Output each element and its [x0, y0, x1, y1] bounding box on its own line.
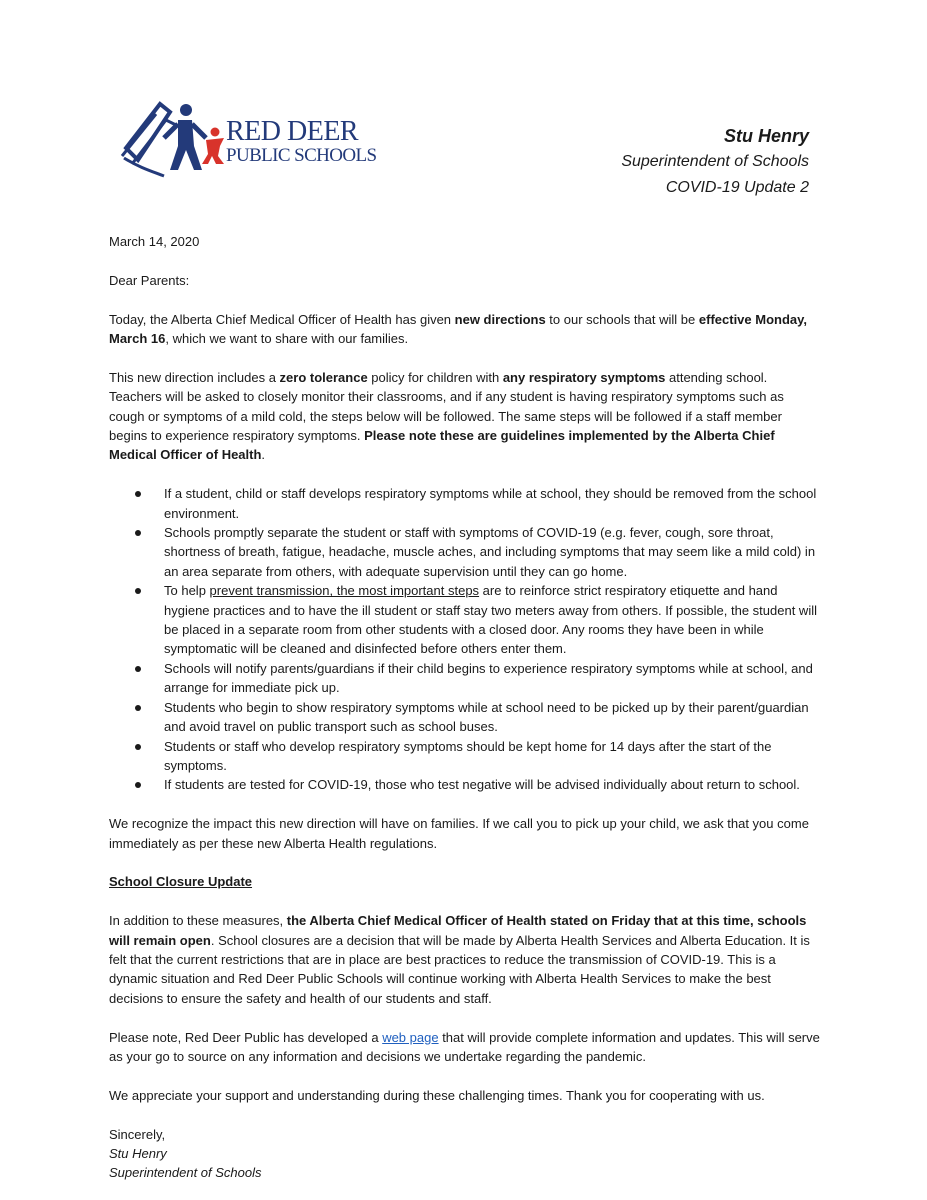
paragraph-zero-tolerance — [109, 368, 821, 465]
bullet-icon — [135, 530, 141, 536]
logo-title: RED DEER — [226, 116, 359, 147]
bullet-icon — [135, 588, 141, 594]
bold-text: the Alberta Chief Medical Officer of Health stated on Friday that at this time, schools will remain open — [109, 913, 807, 948]
text: that will provide complete information and updates. This will serve as your go to source on any information and decisions we undertake regarding the pandemic. — [109, 1029, 820, 1064]
text: In addition to these measures, — [109, 913, 287, 929]
bullet-icon — [135, 666, 141, 672]
web-page-link[interactable]: web page — [382, 1029, 439, 1045]
paragraph-impact: We recognize the impact this new direction will have on families. If we call you to pick up your child, we ask that you come immediately as per these new Alberta Health regulations. — [109, 816, 809, 851]
author-name: Stu Henry — [723, 126, 809, 146]
closing-name: Stu Henry — [109, 1145, 167, 1161]
list-item-text: Students or staff who develop respiratory symptoms should be kept home for 14 days after the start of the symptoms. — [164, 738, 772, 773]
text: policy for children with — [367, 369, 503, 385]
list-item — [164, 523, 821, 581]
bullet-icon — [135, 782, 141, 788]
text: . School closures are a decision that will be made by Alberta Health Services and Alberta Education. It is felt that the current restrictions that are in place are best practices to reduce the transmission of COVID-19. This is a dynamic situation and Red Deer Public Schools will continue working with Alberta Health Services to make the best decisions to ensure the safety and health of our students and staff. — [109, 932, 810, 1006]
update-label: COVID-19 Update 2 — [665, 179, 809, 196]
text: attending school. Teachers will be asked to closely monitor their classrooms, and if any student is having respiratory symptoms such as cough or symptoms of a mild cold, the steps below will be followed. The same steps will be followed if a staff member begins to experience respiratory symptoms. — [109, 369, 784, 444]
logo-subtitle: PUBLIC SCHOOLS — [226, 145, 377, 166]
letterhead-signature — [621, 123, 809, 201]
list-item — [164, 659, 821, 698]
closing-salutation: Sincerely, — [109, 1126, 166, 1142]
school-logo-icon — [120, 98, 230, 180]
salutation: Dear Parents: — [109, 272, 190, 288]
list-item — [164, 698, 821, 737]
letter-body — [109, 232, 821, 1183]
author-title: Superintendent of Schools — [621, 153, 809, 170]
paragraph-closure — [109, 911, 821, 1008]
list-item-text: If students are tested for COVID-19, those who test negative will be advised individually about return to school. — [164, 777, 800, 793]
text: . — [261, 447, 266, 463]
closing-title: Superintendent of Schools — [109, 1165, 262, 1181]
red-deer-logo — [120, 98, 377, 180]
list-item — [164, 581, 821, 659]
bold-text: Please note these are guidelines implemented by the Alberta Chief Medical Officer of Health — [109, 428, 775, 463]
text: , which we want to share with our families. — [165, 331, 409, 346]
closing-signature — [109, 1125, 821, 1183]
section-heading-school-closure: School Closure Update — [109, 874, 253, 890]
text: Please note, Red Deer Public has developed a — [109, 1029, 383, 1045]
text: This new direction includes a — [109, 369, 280, 385]
list-item-text: are to reinforce strict respiratory etiquette and hand hygiene practices and to have the ill student or staff stay two meters away from others. If possible, the student will be placed in a separate room from other students with a closed door. Any rooms they have been in while symptomatic will be cleaned and disinfected before others enter them. — [164, 583, 817, 657]
list-item — [164, 775, 821, 794]
bullet-icon — [135, 744, 141, 750]
guidelines-list — [109, 484, 821, 795]
bold-text: effective Monday, March 16 — [109, 311, 808, 346]
list-item-text: Schools will notify parents/guardians if their child begins to experience respiratory symptoms while at school, and arrange for immediate pick up. — [164, 660, 813, 696]
text: Today, the Alberta Chief Medical Officer of Health has given — [109, 311, 455, 327]
list-item — [164, 737, 821, 776]
list-item-text: Students who begin to show respiratory symptoms while at school need to be picked up by their parent/guardian and avoid travel on public transport such as school buses. — [164, 699, 809, 735]
underlined-text: prevent transmission, the most important steps — [209, 583, 480, 599]
bold-text: new directions — [454, 311, 546, 327]
paragraph-appreciation: We appreciate your support and understanding during these challenging times. Thank you for cooperating with us. — [109, 1087, 765, 1103]
bold-text: any respiratory symptoms — [502, 369, 666, 385]
list-item-text: To help — [164, 583, 210, 599]
text: to our schools that will be — [545, 311, 699, 327]
paragraph-new-directions — [109, 310, 821, 349]
list-item-text: If a student, child or staff develops respiratory symptoms while at school, they should be removed from the school environment. — [164, 486, 817, 521]
bullet-icon — [135, 705, 141, 711]
letter-date: March 14, 2020 — [109, 234, 200, 249]
list-item-text: Schools promptly separate the student or staff with symptoms of COVID-19 (e.g. fever, cough, sore throat, shortness of breath, fatigue, headache, muscle aches, and including symptoms that may seem like a mild cold) in an area separate from others, with adequate supervision until they can go home. — [164, 525, 816, 579]
paragraph-web-page — [109, 1028, 821, 1067]
bullet-icon — [135, 491, 141, 497]
bold-text: zero tolerance — [279, 369, 368, 385]
list-item — [164, 484, 821, 523]
